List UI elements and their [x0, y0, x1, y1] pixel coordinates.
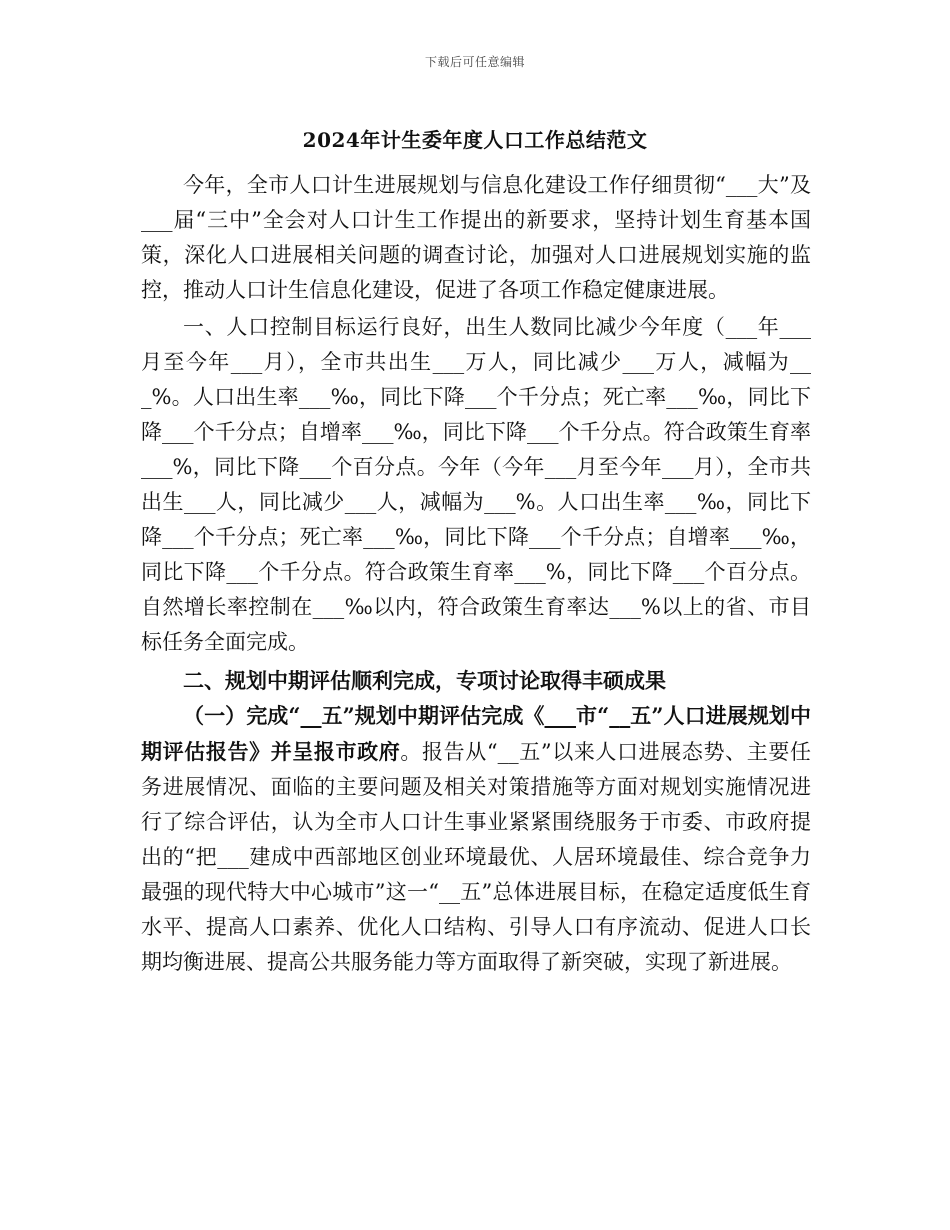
subsection-one-text: 。报告从“__五”以来人口进展态势、主要任务进展情况、面临的主要问题及相关对策措施等方面对规划实施情况进行了综合评估，认为全市人口计生事业紧紧围绕服务于市委、市政府提出的“把___建成中西部地区创业环境最优、人居环境最佳、综合竞争力最强的现代特大中心城市”这一“__五”总体进展目标，在稳定适度低生育水平、提高人口素养、优化人口结构、引导人口有序流动、促进人口长期均衡进展、提高公共服务能力等方面取得了新突破，实现了新进展。 — [141, 740, 811, 974]
subsection-one-heading: （一）完成“__五”规划中期评估完成《___市“__五”人口进展规划中期评估报告》并呈报市政府 — [141, 703, 811, 764]
section-two-heading: 二、规划中期评估顺利完成，专项讨论取得丰硕成果 — [183, 668, 666, 693]
subsection-one-paragraph — [141, 698, 811, 980]
document-title: 2024年计生委年度人口工作总结范文 — [302, 128, 648, 152]
intro-paragraph: 今年，全市人口计生进展规划与信息化建设工作仔细贯彻“___大”及___届“三中”全会对人口计生工作提出的新要求，坚持计划生育基本国策，深化人口进展相关问题的调查讨论，加强对人口进展规划实施的监控，推动人口计生信息化建设，促进了各项工作稳定健康进展。 — [141, 173, 811, 302]
document-body — [141, 168, 811, 980]
section-one-paragraph: 一、人口控制目标运行良好，出生人数同比减少今年度（___年___月至今年___月），全市共出生___万人，同比减少___万人，减幅为___%。人口出生率___‰，同比下降___个千分点；死亡率___‰，同比下降___个千分点；自增率___‰，同比下降___个千分点。符合政策生育率___%，同比下降___个百分点。今年（今年___月至今年___月），全市共出生___人，同比减少___人，减幅为___%。人口出生率___‰，同比下降___个千分点；死亡率___‰，同比下降___个千分点；自增率___‰，同比下降___个千分点。符合政策生育率___%，同比下降___个百分点。自然增长率控制在___‰以内，符合政策生育率达___%以上的省、市目标任务全面完成。 — [141, 315, 811, 654]
header-note: 下载后可任意编辑 — [424, 55, 525, 69]
